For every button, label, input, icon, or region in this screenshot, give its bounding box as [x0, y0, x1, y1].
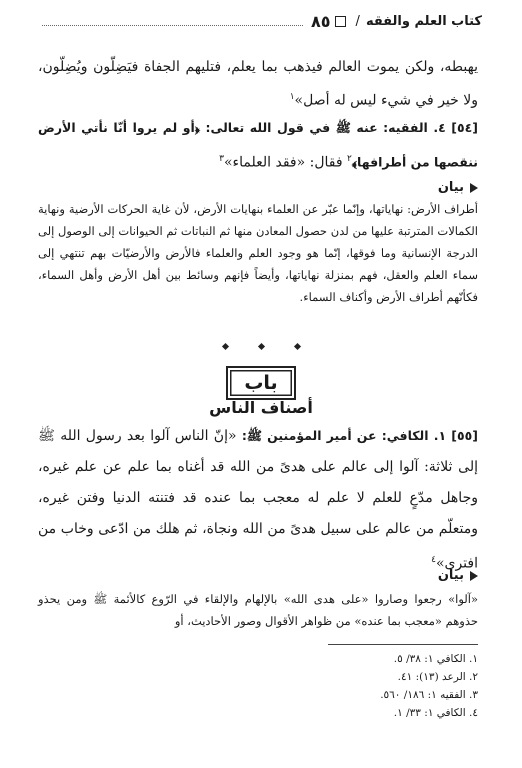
- page-number: ٨٥: [311, 11, 331, 31]
- triangle-bullet-icon: [470, 571, 478, 581]
- footnote-ref-2: ٢: [347, 154, 352, 164]
- footnote: ٣. الفقيه ١: ١٨٦/ ٥٦٠.: [380, 689, 478, 701]
- hadith-54-text: فقال: «فقد العلماء»: [223, 154, 343, 171]
- hadith-55-heading: [٥٥] ١. الكافي: عن أمير المؤمنين ﷺ:: [241, 428, 478, 443]
- hadith-54-heading: [٥٤] ٤. الفقيه: عنه ﷺ في قول الله تعالى: ﴿أو لم يروا أنّا نأتي الأرض ننقصها من أطرافها﴾: [38, 120, 478, 170]
- footnote-ref-3: ٣: [219, 154, 224, 164]
- diamond-ornament-icon: [293, 342, 301, 350]
- footnote: ٤. الكافي ١: ٣٣/ ١.: [393, 707, 478, 719]
- bayan-heading-2: بيان: [438, 568, 478, 583]
- footnote: ١. الكافي ١: ٣٨/ ٥.: [393, 653, 478, 665]
- footnote-ref-4: ٤: [431, 555, 436, 565]
- footnote-rule: [328, 644, 478, 645]
- running-head: [34, 8, 482, 34]
- square-ornament-icon: [335, 16, 346, 27]
- paragraph-continuation: يهبطه، ولكن يموت العالم فيذهب بما يعلم، فتليهم الجفاة فيَضِلّون ويُضِلّون، ولا خير في شيء ليس له أصل»$^١$: [38, 59, 478, 109]
- section-separator: [0, 342, 522, 350]
- bayan-text-2: «آلوا» رجعوا وصاروا «على هدى الله» بالإلهام والإلقاء في الرّوع كالأئمة ﷺ ومن يحذو حذوهم «معجب بما عنده» من ظواهر الأقوال وصور الأحاديث، أو: [38, 592, 478, 628]
- hadith-54: [38, 112, 478, 179]
- book-title: كتاب العلم والفقه: [365, 13, 482, 29]
- chapter-title: أصناف الناس: [209, 398, 313, 417]
- footnotes: [380, 650, 478, 722]
- running-head-separator: /: [355, 13, 360, 29]
- bayan-heading-1: بيان: [438, 180, 478, 195]
- bayan-text-1: أطراف الأرض: نهاياتها، وإنّما عبّر عن العلماء بنهايات الأرض، لأن غاية الحركات الأرضية ونهاية الكمالات المترتبة عليها من لدن حصول المعادن منها ثم النباتات ثم الحيوانات إلى الوصول إلى الدرجة الإنسانية وما فوقها، إنّما هو وجود العلم والعلماء فالأرض والأرضيّات بهم تنتهي إلى سماء العلم والعقل، فهم بمنزلة نهاياتها، وأيضاً فإنهم وسائط بين أهل الأرض وأهل السماء، فكأنّهم أطراف الأرض وأكناف السماء.: [38, 202, 478, 304]
- chapter-label-box: باب: [226, 366, 296, 400]
- footnote: ٢. الرعد (١٣): ٤١.: [397, 671, 478, 683]
- triangle-bullet-icon: [470, 183, 478, 193]
- footnote-ref-1: ١: [289, 92, 295, 102]
- hadith-55-text: «إنّ الناس آلوا بعد رسول الله ﷺ إلى ثلاثة: آلوا إلى عالم على هدىً من الله قد أغناه بما علم عن علم غيره، وجاهل مدّعٍ للعلم لا علم له معجب بما عنده قد فتنته الدنيا وفتن غيره، ومتعلّم من عالم على سبيل هدىً من الله ونجاة، ثم هلك من ادّعى وخاب من افترى»: [38, 428, 478, 572]
- dotted-rule: [42, 25, 303, 26]
- hadith-55: [38, 420, 478, 580]
- diamond-ornament-icon: [221, 342, 229, 350]
- diamond-ornament-icon: [257, 342, 265, 350]
